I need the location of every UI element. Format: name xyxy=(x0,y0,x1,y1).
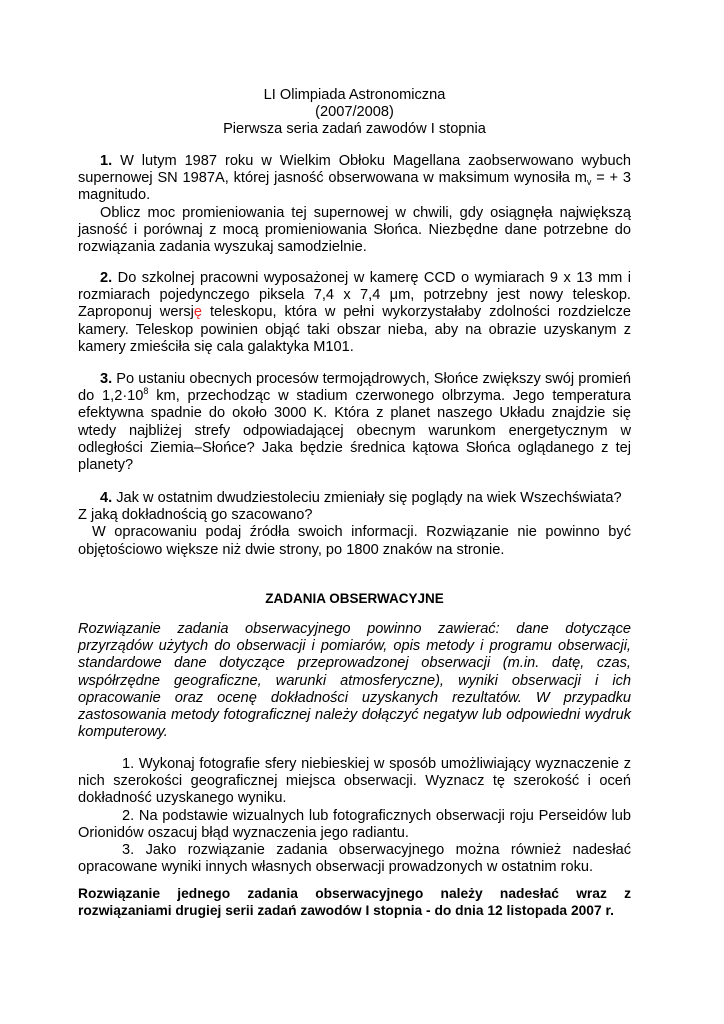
task-3-text-end: km, przechodząc w stadium czerwonego olbrzyma. Jego temperatura efektywna spadnie do około 3000 K. Która z planet naszego Układu znajdzie się wtedy najbliżej strefy odpowiadającej obecnym warunkom energetycznym w odległości Ziemia–Słońce? Jaka będzie średnica kątowa Słońca oglądanego z tej planety? xyxy=(78,388,632,474)
task-4 xyxy=(78,490,631,559)
observational-heading: ZADANIA OBSERWACYJNE xyxy=(265,591,444,606)
task-2-paragraph xyxy=(78,270,631,356)
task-4-instruction: W opracowaniu podaj źródła swoich informacji. Rozwiązanie nie powinno być objętościowo większe niż dwie strony, po 1800 znaków na stronie. xyxy=(78,524,631,558)
olympiad-title: LI Olimpiada Astronomiczna xyxy=(263,87,446,103)
observational-intro: Rozwiązanie zadania obserwacyjnego powinno zawierać: dane dotyczące przyrządów użytych do obserwacji i pomiarów, opis metody i programu obserwacji, standardowe dane dotyczące przeprowadzonej obserwacji (m.in. datę, czas, współrzędne geograficzne, warunki atmosferyczne), wyniki obserwacji i ich opracowanie oraz ocenę dokładności uzyskanych rezultatów. W przypadku zastosowania metody fotograficznej należy dołączyć negatyw lub odpowiedni wydruk komputerowy. xyxy=(78,621,631,741)
edition-years: (2007/2008) xyxy=(315,104,394,121)
task-2 xyxy=(78,270,631,356)
task-4-question-cont: Z jaką dokładnością go szacowano? xyxy=(78,507,313,524)
task-4-text: Jak w ostatnim dwudziestoleciu zmieniały się poglądy na wiek Wszechświata? xyxy=(112,490,622,506)
task-1-paragraph xyxy=(78,153,631,205)
footer-note-block xyxy=(78,885,631,919)
task-1-number: 1. xyxy=(100,153,113,169)
exponent-superscript: 8 xyxy=(143,386,149,397)
task-4-number: 4. xyxy=(100,490,113,506)
observational-item-2: 2. Na podstawie wizualnych lub fotograficznych obserwacji roju Perseidów lub Orionidów oszacuj błąd wyznaczenia jego radiantu. xyxy=(78,807,631,841)
task-1 xyxy=(78,153,631,256)
series-title: Pierwsza seria zadań zawodów I stopnia xyxy=(223,121,486,138)
task-1-instruction: Oblicz moc promieniowania tej supernowej w chwili, gdy osiągnęła największą jasność i porównaj z mocą promieniowania Słońca. Niezbędne dane potrzebne do rozwiązania zadania wyszukaj samodzielnie. xyxy=(78,204,631,256)
observational-tasks xyxy=(78,756,631,876)
footer-deadline-note: Rozwiązanie jednego zadania obserwacyjnego należy nadesłać wraz z rozwiązaniami drugiej serii zadań zawodów I stopnia - do dnia 12 listopada 2007 r. xyxy=(78,886,631,918)
task-1-text: W lutym 1987 roku w Wielkim Obłoku Magellana zaobserwowano wybuch supernowej SN 1987A, której jasność obserwowana w maksimum wynosiła m xyxy=(78,153,631,187)
task-1-text-end: = + 3 magnitudo. xyxy=(78,170,632,204)
observational-item-3: 3. Jako rozwiązanie zadania obserwacyjnego można również nadesłać opracowane wyniki innych własnych obserwacji prowadzonych w ostatnim roku. xyxy=(78,842,631,876)
observational-item-1: 1. Wykonaj fotografie sfery niebieskiej w sposób umożliwiający wyznaczenie z nich szerokości geograficznej miejsca obserwacji. Wyznacz tę szerokość i oceń dokładność uzyskanego wyniku. xyxy=(78,756,631,807)
task-4-question xyxy=(78,490,631,507)
observational-heading-block xyxy=(78,590,631,607)
task-2-number: 2. xyxy=(100,270,113,286)
task-2-text: Do szkolnej pracowni wyposażonej w kamerę CCD o wymiarach 9 x 13 mm i rozmiarach pojedynczego piksela 7,4 x 7,4 μm, potrzebny jest nowy teleskop. Zaproponuj wersj xyxy=(78,270,631,321)
magnitude-subscript: v xyxy=(586,177,592,188)
task-3-number: 3. xyxy=(100,371,113,387)
task-3-text: Po ustaniu obecnych procesów termojądrowych, Słońce zwiększy swój promień do 1,2·10 xyxy=(78,371,631,405)
observational-intro-block xyxy=(78,621,631,741)
red-highlight-letter: ę xyxy=(193,304,202,321)
document-header xyxy=(78,87,631,139)
task-3 xyxy=(78,371,631,474)
task-2-text-end: teleskopu, która w pełni wykorzystałaby zdolności rozdzielcze kamery. Teleskop powinien objąć taki obszar nieba, aby na obrazie uzyskanym z kamery zmieściła się cala galaktyka M101. xyxy=(78,304,631,355)
task-3-paragraph xyxy=(78,371,631,474)
